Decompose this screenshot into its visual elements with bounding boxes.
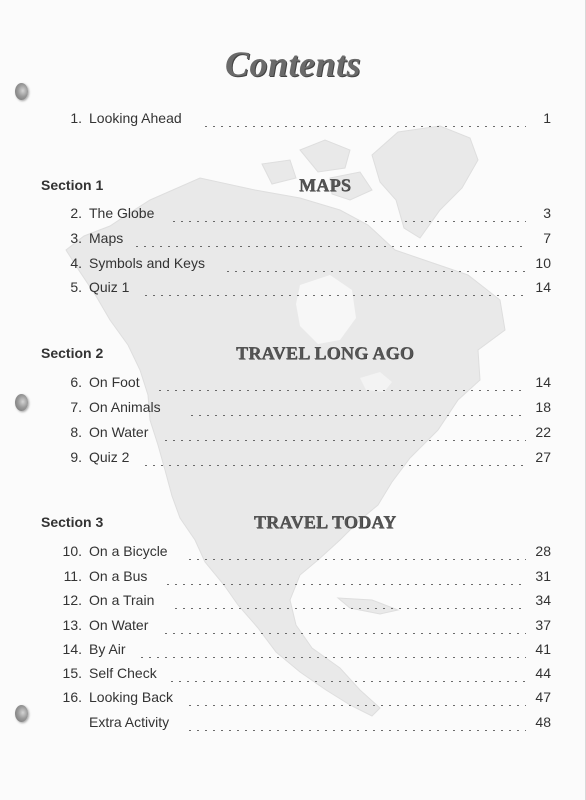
section-2-label: Section 2 [41, 345, 104, 361]
toc-entry-title: The Globe [89, 205, 155, 221]
toc-entry-title: By Air [89, 641, 126, 657]
toc-entry-title: On a Bicycle [89, 543, 168, 559]
toc-entry-number: 4. [70, 255, 82, 271]
dot-leader [168, 668, 526, 682]
dot-leader [186, 717, 526, 731]
toc-entry-number: 10. [62, 543, 82, 559]
toc-entry-quiz-2[interactable] [0, 449, 586, 467]
section-1-label: Section 1 [41, 177, 104, 193]
toc-entry-page: 37 [535, 617, 551, 633]
toc-entry-maps[interactable] [0, 230, 586, 248]
dot-leader [186, 546, 526, 560]
toc-entry-page: 3 [543, 205, 551, 221]
toc-entry-title: On Foot [89, 374, 140, 390]
toc-entry-page: 28 [535, 543, 551, 559]
page-title: Contents [224, 44, 362, 84]
dot-leader [162, 427, 526, 441]
toc-entry-the-globe[interactable] [0, 205, 586, 223]
toc-entry-number: 15. [62, 665, 82, 681]
dot-leader [186, 692, 526, 706]
toc-entry-looking-back[interactable] [0, 689, 586, 707]
toc-entry-title: Symbols and Keys [89, 255, 205, 271]
section-1-title: MAPS [298, 175, 352, 195]
toc-entry-title: On Animals [89, 399, 161, 415]
toc-entry-number: 14. [62, 641, 82, 657]
dot-leader [202, 113, 526, 127]
toc-entry-title: Extra Activity [89, 714, 170, 730]
toc-entry-page: 48 [535, 714, 551, 730]
toc-entry-number: 8. [70, 424, 82, 440]
toc-entry-page: 1 [543, 110, 551, 126]
toc-entry-on-a-bus[interactable] [0, 568, 586, 586]
toc-entry-on-water-1[interactable] [0, 424, 586, 442]
toc-entry-number: 13. [62, 617, 82, 633]
toc-entry-title: Quiz 2 [89, 449, 130, 465]
toc-entry-on-foot[interactable] [0, 374, 586, 392]
toc-entry-extra-activity[interactable] [0, 714, 586, 732]
toc-entry-number: 12. [62, 592, 82, 608]
dot-leader [164, 571, 526, 585]
dot-leader [138, 644, 526, 658]
dot-leader [172, 595, 526, 609]
toc-entry-number: 9. [70, 449, 82, 465]
toc-entry-title: Self Check [89, 665, 157, 681]
dot-leader [133, 233, 526, 247]
dot-leader [142, 282, 526, 296]
toc-entry-page: 7 [543, 230, 551, 246]
toc-entry-looking-ahead[interactable] [0, 110, 586, 128]
toc-entry-number: 6. [70, 374, 82, 390]
toc-entry-page: 18 [535, 399, 551, 415]
toc-entry-title: Quiz 1 [89, 279, 130, 295]
toc-entry-title: Looking Back [89, 689, 174, 705]
toc-entry-self-check[interactable] [0, 665, 586, 683]
dot-leader [142, 452, 526, 466]
toc-entry-page: 31 [535, 568, 551, 584]
toc-entry-title: On a Bus [89, 568, 148, 584]
toc-entry-title: On Water [89, 617, 149, 633]
toc-entry-number: 16. [62, 689, 82, 705]
toc-entry-title: Maps [89, 230, 124, 246]
toc-entry-title: On Water [89, 424, 149, 440]
toc-entry-page: 10 [535, 255, 551, 271]
toc-entry-quiz-1[interactable] [0, 279, 586, 297]
dot-leader [224, 258, 526, 272]
toc-entry-page: 14 [535, 279, 551, 295]
toc-entry-number: 7. [70, 399, 82, 415]
toc-entry-number: 2. [70, 205, 82, 221]
toc-entry-page: 14 [535, 374, 551, 390]
toc-entry-on-a-train[interactable] [0, 592, 586, 610]
toc-entry-title: On a Train [89, 592, 155, 608]
toc-entry-page: 27 [535, 449, 551, 465]
section-3-title: TRAVEL TODAY [253, 512, 397, 532]
toc-entry-number: 1. [70, 110, 82, 126]
toc-entry-on-a-bicycle[interactable] [0, 543, 586, 561]
binder-hole-top [15, 83, 28, 100]
toc-entry-on-water-2[interactable] [0, 617, 586, 635]
toc-entry-page: 34 [535, 592, 551, 608]
toc-entry-number: 5. [70, 279, 82, 295]
toc-entry-number: 11. [63, 568, 82, 584]
dot-leader [156, 377, 526, 391]
toc-entry-on-animals[interactable] [0, 399, 586, 417]
dot-leader [162, 620, 526, 634]
toc-entry-page: 22 [535, 424, 551, 440]
toc-entry-page: 41 [535, 641, 551, 657]
section-3-label: Section 3 [41, 514, 104, 530]
toc-entry-page: 47 [535, 689, 551, 705]
dot-leader [188, 402, 526, 416]
toc-entry-by-air[interactable] [0, 641, 586, 659]
dot-leader [170, 208, 526, 222]
section-2-title: TRAVEL LONG AGO [235, 343, 415, 363]
toc-entry-symbols-and-keys[interactable] [0, 255, 586, 273]
toc-entry-page: 44 [535, 665, 551, 681]
toc-entry-title: Looking Ahead [89, 110, 182, 126]
toc-entry-number: 3. [70, 230, 82, 246]
